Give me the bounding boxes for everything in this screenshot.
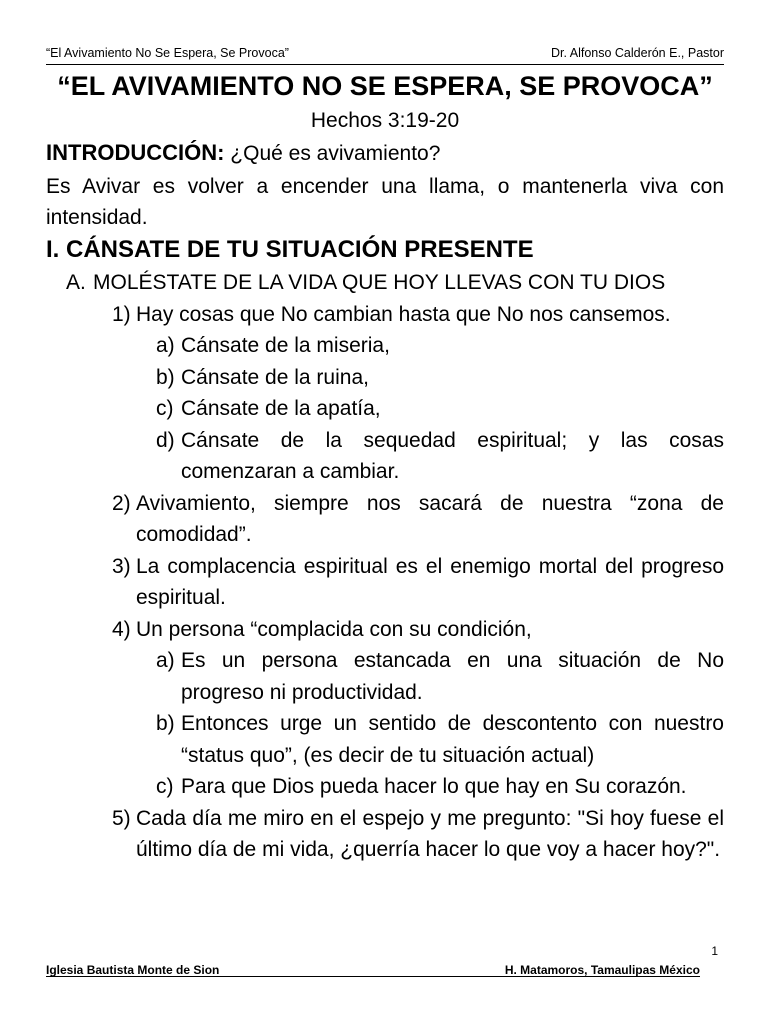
document-body [46,66,724,866]
list-text: Para que Dios pueda hacer lo que hay en Su corazón. [181,775,687,798]
intro-question: ¿Qué es avivamiento? [230,142,441,165]
list-marker: d) [156,428,175,452]
sub-list-item [46,393,724,425]
list-marker: b) [156,712,175,735]
header-title: “El Avivamiento No Se Espera, Se Provoca” [46,46,289,60]
page-number: 1 [711,944,718,958]
list-text: Cánsate de la sequedad espiritual; y las cosas comenzaran a cambiar. [181,428,724,483]
scripture-reference: Hechos 3:19-20 [310,109,460,132]
intro-paragraph: Es Avivar es volver a encender una llama, o mantenerla viva con intensidad. [46,175,724,229]
subsection-A [46,267,724,299]
sub-list-item [46,330,724,362]
list-marker: a) [156,649,175,672]
document-title: “EL AVIVAMIENTO NO SE ESPERA, SE PROVOCA” [57,71,713,101]
list-text: Es un persona estancada en una situación de No progreso ni productividad. [181,649,724,704]
list-marker: 5) [112,806,131,830]
list-item [46,803,724,866]
list-marker: 2) [112,491,131,515]
list-text: MOLÉSTATE DE LA VIDA QUE HOY LLEVAS CON TU DIOS [93,271,666,294]
page-footer [46,962,700,977]
sub-list-item [46,771,724,803]
list-text: Entonces urge un sentido de descontento con nuestro “status quo”, (es decir de tu situación actual) [181,712,724,767]
sub-list-item [46,645,724,708]
list-marker: 1) [112,302,131,326]
introduction-heading [46,136,724,171]
footer-church: Iglesia Bautista Monte de Sion [46,963,220,977]
sub-list-item [46,708,724,771]
footer-location: H. Matamoros, Tamaulipas México [504,963,700,977]
list-marker: A. [66,271,86,294]
list-text: Hay cosas que No cambian hasta que No nos cansemos. [136,302,671,326]
list-text: Un persona “complacida con su condición, [136,617,532,641]
list-text: Cánsate de la ruina, [181,365,369,389]
list-item [46,299,724,331]
list-marker: 4) [112,617,131,641]
list-text: Cánsate de la apatía, [181,397,381,420]
list-item [46,614,724,646]
header-author: Dr. Alfonso Calderón E., Pastor [550,46,724,60]
section-heading: I. CÁNSATE DE TU SITUACIÓN PRESENTE [46,236,534,263]
list-marker: c) [156,775,174,798]
list-text: La complacencia espiritual es el enemigo mortal del progreso espiritual. [136,554,724,609]
list-marker: c) [156,397,174,420]
list-text: Cánsate de la miseria, [181,334,390,357]
intro-label: INTRODUCCIÓN: [46,140,225,165]
sub-list-item [46,425,724,488]
sub-list-item [46,362,724,394]
page-header [46,42,724,65]
list-marker: 3) [112,554,131,578]
list-marker: b) [156,365,175,389]
list-text: Cada día me miro en el espejo y me pregunto: "Si hoy fuese el último día de mi vida, ¿querría hacer lo que voy a hacer hoy?". [136,806,724,861]
list-text: Avivamiento, siempre nos sacará de nuestra “zona de comodidad”. [136,491,724,546]
list-item [46,551,724,614]
list-item [46,488,724,551]
list-marker: a) [156,334,175,357]
